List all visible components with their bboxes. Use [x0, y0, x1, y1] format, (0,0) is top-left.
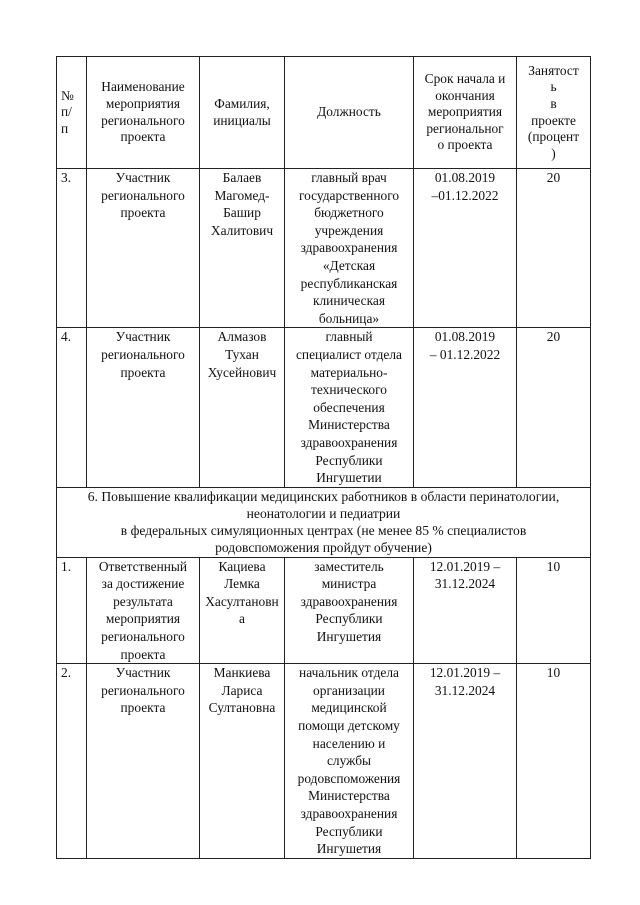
row-position: главный специалист отдела материально- технического обеспечения Министерства здравоохранения Республики Ингушетии: [285, 328, 414, 487]
section-row: [57, 487, 591, 557]
row-name: Кациева Лемка Хасултановн а: [200, 557, 285, 664]
row-period: 12.01.2019 – 31.12.2024: [414, 664, 517, 859]
header-name: Фамилия, инициалы: [200, 57, 285, 169]
row-name: Алмазов Тухан Хусейнович: [200, 328, 285, 487]
row-num: 1.: [57, 557, 87, 664]
row-role: Участник регионального проекта: [87, 328, 200, 487]
row-share: 10: [517, 557, 591, 664]
row-num: 2.: [57, 664, 87, 859]
section-title: 6. Повышение квалификации медицинских работников в области перинатологии, неонатологии и педиатрии в федеральных симуляционных центрах (не менее 85 % специалистов родовспоможения пройдут обучение): [57, 487, 591, 557]
row-role: Участник регионального проекта: [87, 169, 200, 328]
row-position: начальник отдела организации медицинской помощи детскому населению и службы родовспоможения Министерства здравоохранения Республики Ингушетия: [285, 664, 414, 859]
row-period: 01.08.2019 –01.12.2022: [414, 169, 517, 328]
header-num: № п/ п: [57, 57, 87, 169]
row-role: Участник регионального проекта: [87, 664, 200, 859]
row-share: 10: [517, 664, 591, 859]
participants-table: [56, 56, 591, 859]
row-share: 20: [517, 169, 591, 328]
table-header-row: [57, 57, 591, 169]
header-event: Наименование мероприятия регионального проекта: [87, 57, 200, 169]
row-position: заместитель министра здравоохранения Республики Ингушетия: [285, 557, 414, 664]
row-period: 01.08.2019 – 01.12.2022: [414, 328, 517, 487]
row-name: Манкиева Лариса Султановна: [200, 664, 285, 859]
row-position: главный врач государственного бюджетного учреждения здравоохранения «Детская республиканская клиническая больница»: [285, 169, 414, 328]
row-role: Ответственный за достижение результата мероприятия регионального проекта: [87, 557, 200, 664]
table-row: [57, 169, 591, 328]
header-position: Должность: [285, 57, 414, 169]
row-num: 3.: [57, 169, 87, 328]
row-name: Балаев Магомед- Башир Халитович: [200, 169, 285, 328]
table-row: [57, 328, 591, 487]
table-row: [57, 664, 591, 859]
row-share: 20: [517, 328, 591, 487]
header-period: Срок начала и окончания мероприятия региональног о проекта: [414, 57, 517, 169]
row-period: 12.01.2019 – 31.12.2024: [414, 557, 517, 664]
header-share: Занятост ь в проекте (процент ): [517, 57, 591, 169]
table-row: [57, 557, 591, 664]
row-num: 4.: [57, 328, 87, 487]
